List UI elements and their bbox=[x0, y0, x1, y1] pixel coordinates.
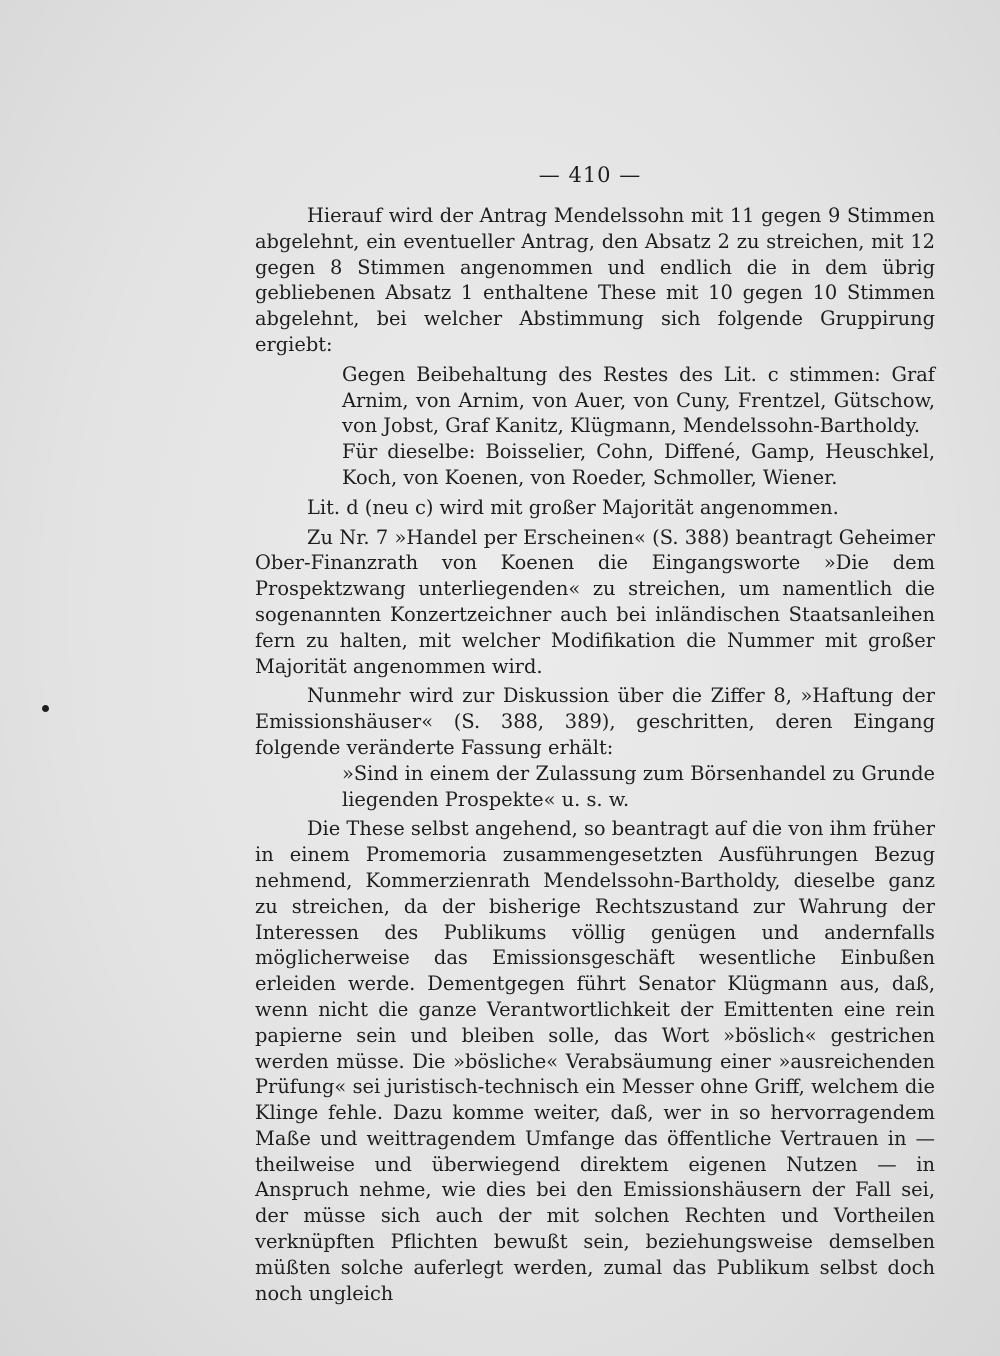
paragraph-lit-d: Lit. d (neu c) wird mit großer Majorität angenommen. bbox=[307, 495, 839, 519]
paragraph-nr-7: Zu Nr. 7 »Handel per Erscheinen« (S. 388) beantragt Geheimer Ober-Finanzrath von Koenen die Eingangsworte »Die dem Prospektzwang unterliegenden« zu streichen, um namentlich die sogenannten Konzertzeichner auch bei inländischen Staatsanleihen fern zu halten, mit welcher Modifikation die Nummer mit großer Majorität angenommen wird. bbox=[255, 525, 935, 678]
paragraph-these-discussion: Die These selbst angehend, so beantragt auf die von ihm früher in einem Promemoria zusammengesetzten Ausführungen Bezug nehmend, Kommerzienrath Mendelssohn-Bartholdy, dieselbe ganz zu streichen, da der bisherige Rechtszustand zur Wahrung der Interessen des Publikums völlig genügen und andernfalls möglicherweise das Emissionsgeschäft wesentliche Einbußen erleiden werde. Dementgegen führt Senator Klügmann aus, daß, wenn nicht die ganze Verantwortlichkeit der Emittenten eine rein papierne sein und bleiben solle, das Wort »böslich« gestrichen werden müsse. Die »bösliche« Verabsäumung einer »ausreichenden Prüfung« sei juristisch-technisch ein Messer ohne Griff, welchem die Klinge fehle. Dazu komme weiter, daß, wer in so hervorragendem Maße und weittragendem Umfange das öffentliche Vertrauen in — theilweise und überwiegend direktem eigenen Nutzen — in Anspruch nehme, wie dies bei den Emissionshäusern der Fall sei, der müsse sich auch der mit solchen Rechten und Vortheilen verknüpften Pflichten bewußt sein, beziehungsweise demselben müßten solche auferlegt werden, zumal das Publikum selbst doch noch ungleich bbox=[255, 817, 935, 1305]
paragraph-quote: »Sind in einem der Zulassung zum Börsenhandel zu Grunde liegenden Prospekte« u. s. w. bbox=[342, 761, 935, 811]
paragraph-against-list: Gegen Beibehaltung des Restes des Lit. c stimmen: Graf Arnim, von Arnim, von Auer, von Cuny, Frentzel, Gütschow, von Jobst, Graf Kanitz, Klügmann, Mendelssohn-Bartholdy. bbox=[342, 362, 935, 438]
body-text bbox=[255, 203, 935, 1306]
paragraph-for-list: Für dieselbe: Boisselier, Cohn, Diffené, Gamp, Heuschkel, Koch, von Koenen, von Roeder, Schmoller, Wiener. bbox=[342, 440, 935, 489]
paragraph-ziffer-8: Nunmehr wird zur Diskussion über die Ziffer 8, »Haftung der Emissionshäuser« (S. 388, 389), geschritten, deren Eingang folgende veränderte Fassung erhält: bbox=[255, 684, 935, 759]
paragraph-vote-result: Hierauf wird der Antrag Mendelssohn mit 11 gegen 9 Stimmen abgelehnt, ein eventueller Antrag, den Absatz 2 zu streichen, mit 12 gegen 8 Stimmen angenommen und endlich die in dem übrig gebliebenen Absatz 1 enthaltene These mit 10 gegen 10 Stimmen abgelehnt, bei welcher Abstimmung sich folgende Gruppirung ergiebt: bbox=[255, 204, 935, 356]
page-number: — 410 — bbox=[538, 163, 642, 187]
margin-dot bbox=[42, 705, 49, 712]
